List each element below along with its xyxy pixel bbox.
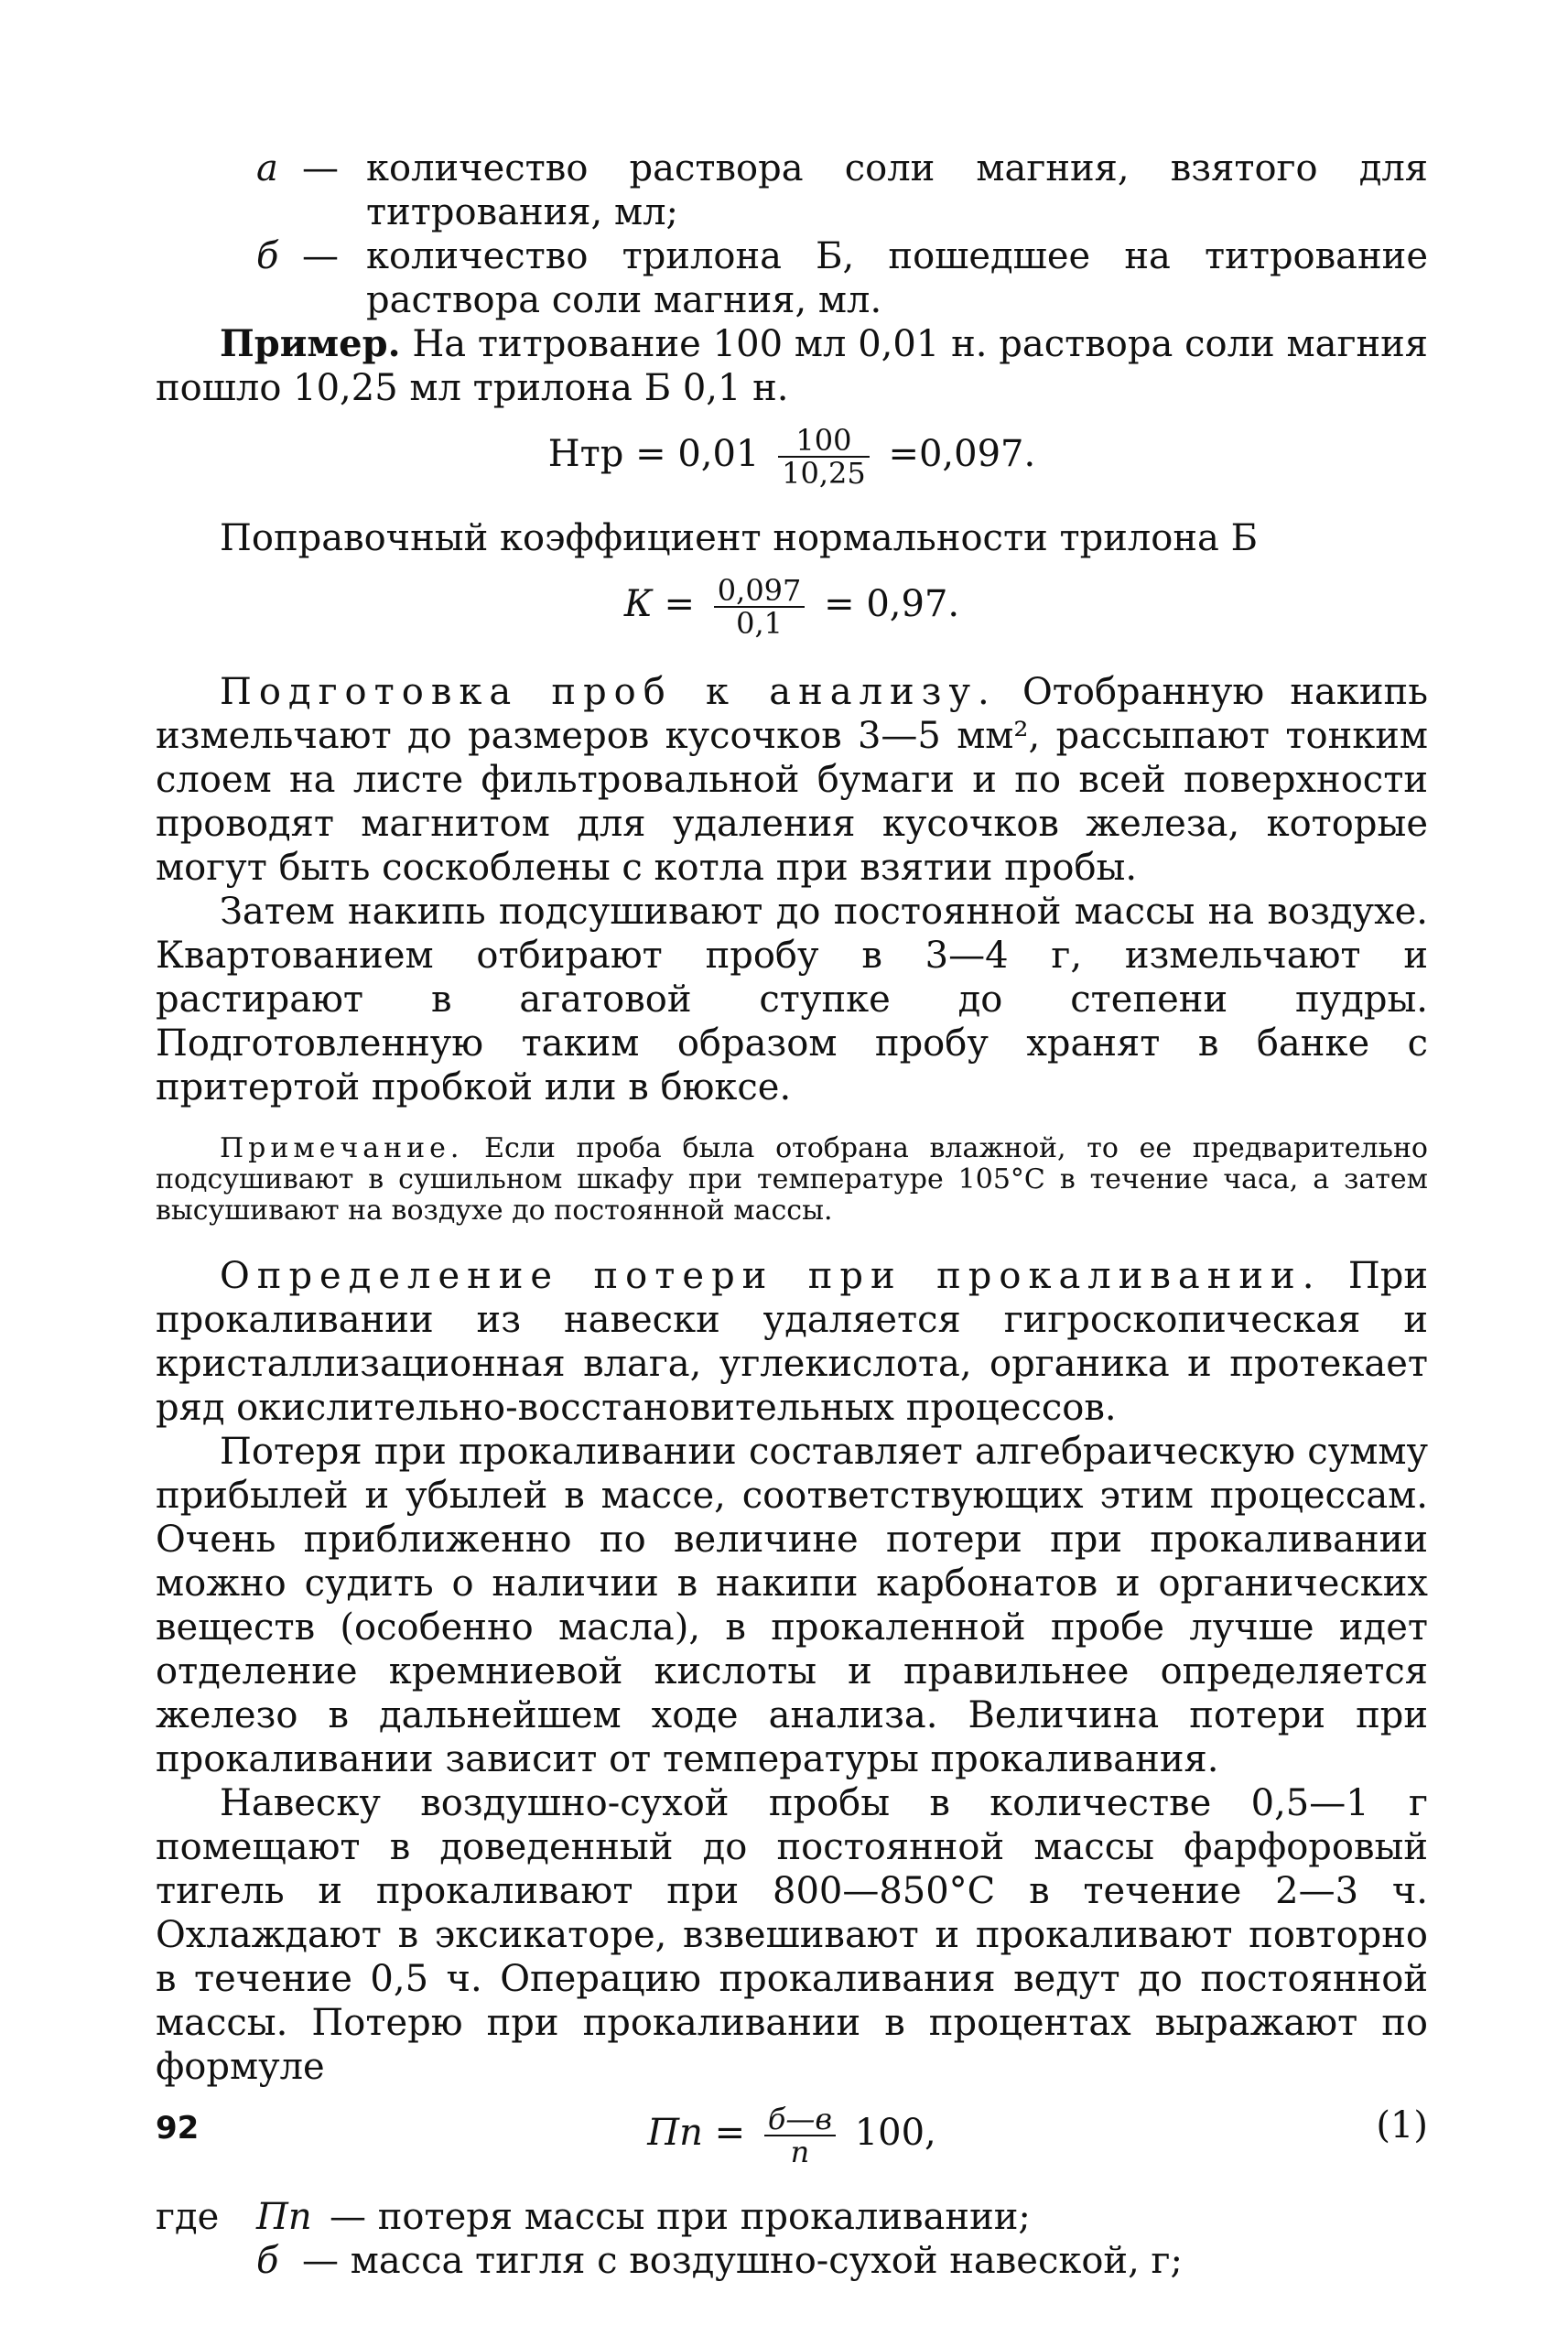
prep-title: Подготовка проб к анализу. bbox=[220, 671, 997, 713]
note-paragraph bbox=[156, 1133, 1428, 1227]
definition-a bbox=[256, 146, 1428, 234]
formula-loss bbox=[156, 2103, 1428, 2168]
formula-rhs: 100, bbox=[854, 2112, 936, 2154]
note-text: Если проба была отобрана влажной, то ее предварительно подсушивают в сушильном шкафу при температуре 105°С в течение часа, а затем высушивают на воздухе до постоянной массы. bbox=[156, 1132, 1428, 1227]
example-paragraph bbox=[156, 322, 1428, 410]
formula-lhs: К = bbox=[623, 583, 696, 625]
formula-fraction bbox=[778, 425, 870, 489]
fraction-numerator: 100 bbox=[778, 425, 870, 458]
fraction-numerator: б—в bbox=[764, 2103, 836, 2136]
fraction-denominator: 10,25 bbox=[782, 456, 866, 491]
definition-symbol: а bbox=[256, 147, 278, 189]
formula-lhs: Пп = bbox=[647, 2112, 746, 2154]
loss-paragraph-2: Потеря при прокаливании составляет алгебраическую сумму прибылей и убылей в массе, соответствующих этим процессам. Очень приближенно по величине потери при прокаливании можно судить о наличии в накипи карбонатов и органических веществ (особенно масла), в прокаленной пробе лучше идет отделение кремниевой кислоты и правильнее определяется железо в дальнейшем ходе анализа. Величина потери при прокаливании зависит от температуры прокаливания. bbox=[156, 1431, 1428, 1780]
page-number: 92 bbox=[156, 2110, 200, 2147]
where-text: масса тигля с воздушно-сухой навеской, г; bbox=[350, 2240, 1183, 2282]
formula-normality bbox=[156, 425, 1428, 489]
example-text: На титрование 100 мл 0,01 н. раствора соли магния пошло 10,25 мл трилона Б 0,1 н. bbox=[156, 323, 1428, 409]
definition-symbol: б bbox=[256, 235, 279, 277]
formula-fraction bbox=[764, 2103, 836, 2168]
definition-text: количество трилона Б, пошедшее на титрование раствора соли магния, мл. bbox=[366, 235, 1428, 321]
formula-correction bbox=[156, 575, 1428, 639]
definition-dash: — bbox=[302, 235, 339, 277]
where-symbol: Пп bbox=[256, 2196, 312, 2238]
prep-paragraph bbox=[156, 670, 1428, 890]
where-lead: где bbox=[156, 2196, 220, 2238]
where-definition-2 bbox=[256, 2239, 1428, 2283]
loss-text: При прокаливании из навески удаляется гигроскопическая и кристаллизационная влага, углекислота, органика и протекает ряд окислительно-восстановительных процессов. bbox=[156, 1255, 1428, 1429]
loss-title: Определение потери при прокаливании. bbox=[220, 1255, 1322, 1297]
formula-rhs: =0,097. bbox=[888, 433, 1036, 475]
where-dash: — bbox=[302, 2240, 339, 2282]
formula-fraction bbox=[714, 575, 806, 639]
formula-lhs: Нтр = 0,01 bbox=[547, 433, 760, 475]
equation-number: (1) bbox=[1376, 2104, 1428, 2147]
where-text: потеря массы при прокаливании; bbox=[377, 2196, 1031, 2238]
note-label: Примечание. bbox=[220, 1132, 464, 1164]
definition-b bbox=[256, 234, 1428, 322]
fraction-denominator: п bbox=[790, 2135, 810, 2169]
where-definition-1 bbox=[156, 2195, 1428, 2239]
where-symbol: б bbox=[256, 2240, 279, 2282]
prep-text: Отобранную накипь измельчают до размеров кусочков 3—5 мм², рассыпают тонким слоем на листе фильтровальной бумаги и по всей поверхности проводят магнитом для удаления кусочков железа, которые могут быть соскоблены с котла при взятии пробы. bbox=[156, 671, 1428, 889]
example-label: Пример. bbox=[220, 322, 401, 365]
loss-paragraph-3: Навеску воздушно-сухой пробы в количестве 0,5—1 г помещают в доведенный до постоянной массы фарфоровый тигель и прокаливают при 800—850°С в течение 2—3 ч. Охлаждают в эксикаторе, взвешивают и прокаливают повторно в течение 0,5 ч. Операцию прокаливания ведут до постоянной массы. Потерю при прокаливании в процентах выражают по формуле bbox=[156, 1782, 1428, 2088]
definition-dash: — bbox=[302, 147, 339, 189]
formula-rhs: = 0,97. bbox=[824, 583, 960, 625]
page-body bbox=[156, 146, 1428, 2283]
fraction-denominator: 0,1 bbox=[736, 606, 784, 641]
fraction-numerator: 0,097 bbox=[714, 575, 806, 608]
correction-heading: Поправочный коэффициент нормальности трилона Б bbox=[220, 517, 1258, 559]
loss-paragraph bbox=[156, 1254, 1428, 1430]
definition-text: количество раствора соли магния, взятого для титрования, мл; bbox=[366, 147, 1428, 233]
prep-paragraph-2: Затем накипь подсушивают до постоянной массы на воздухе. Квартованием отбирают пробу в 3—4 г, измельчают и растирают в агатовой ступке до степени пудры. Подготовленную таким образом пробу хранят в банке с притертой пробкой или в бюксе. bbox=[156, 891, 1428, 1108]
where-dash: — bbox=[330, 2196, 366, 2238]
